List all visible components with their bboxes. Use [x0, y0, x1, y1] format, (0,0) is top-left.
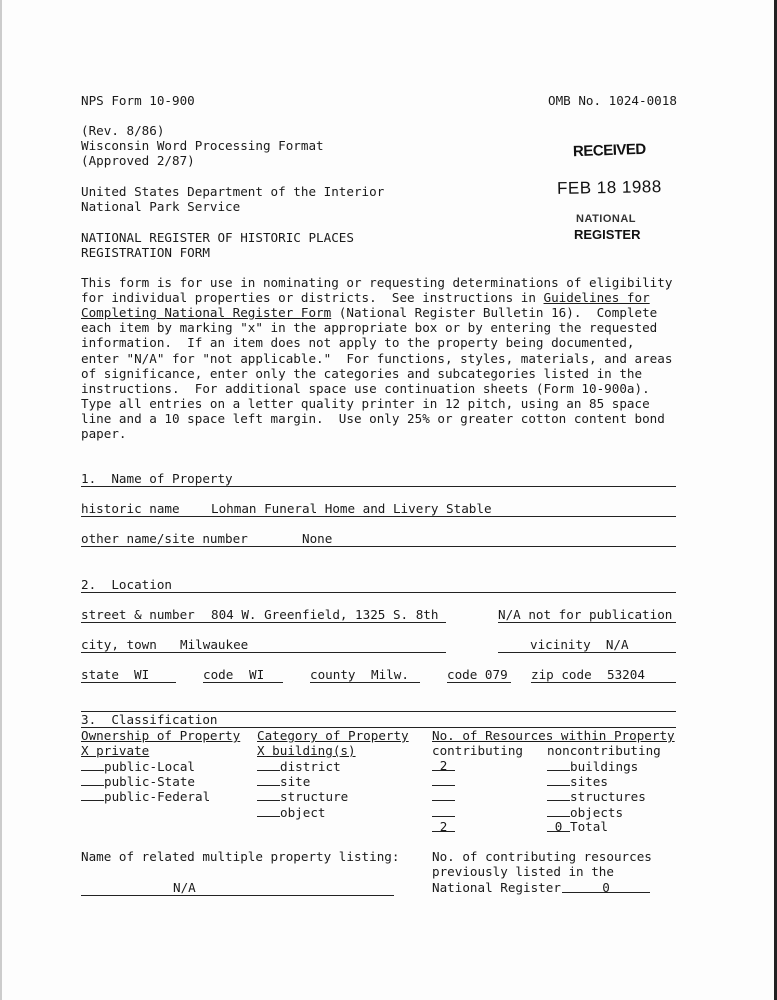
- section-2-heading: 2. Location: [81, 577, 172, 592]
- resource-total: 0 Total: [547, 819, 608, 834]
- ownership-title: Ownership of Property: [81, 728, 241, 743]
- related-listing-value: N/A: [173, 880, 196, 895]
- ownership-public-federal: public-Federal: [81, 788, 210, 804]
- instructions-line-6: enter "N/A" for "not applicable." For functions, styles, materials, and areas: [81, 351, 673, 366]
- section-1-heading: 1. Name of Property: [81, 471, 233, 486]
- other-name-label: other name/site number: [81, 531, 248, 546]
- page-left-shadow: [0, 0, 2, 1000]
- resource-buildings: buildings: [547, 758, 638, 774]
- historic-name-rule: [81, 516, 676, 517]
- instructions-line-2: for individual properties or districts. See instructions in Guidelines for: [81, 290, 650, 305]
- guidelines-reference: Guidelines for: [543, 290, 650, 305]
- resource-row-buildings: 2: [432, 758, 455, 773]
- register-title: NATIONAL REGISTER OF HISTORIC PLACES: [81, 230, 354, 245]
- ownership-public-state: public-State: [81, 773, 195, 789]
- code-label: code: [203, 667, 234, 682]
- street-rule: [81, 622, 446, 623]
- section-2-rule: [81, 592, 676, 593]
- resource-row-total: 2: [432, 819, 455, 834]
- street-label: street & number: [81, 607, 195, 622]
- related-listing-label: Name of related multiple property listing:: [81, 849, 400, 864]
- ownership-private: X private: [81, 743, 150, 758]
- state-rule: [81, 682, 176, 683]
- instructions-line-3: Completing National Register Form (National Register Bulletin 16). Complete: [81, 305, 658, 320]
- contributing-label: contributing: [432, 743, 523, 758]
- section-3-heading: 3. Classification: [81, 712, 218, 727]
- street-value: 804 W. Greenfield, 1325 S. 8th: [211, 607, 439, 622]
- county-code-rule: [447, 682, 511, 683]
- guidelines-title: Completing National Register Form: [81, 305, 332, 320]
- code-value: WI: [249, 667, 265, 682]
- category-district: district: [257, 758, 341, 774]
- section-1-rule: [81, 486, 676, 487]
- instructions-line-4: each item by marking "x" in the appropriate box or by entering the requested: [81, 320, 658, 335]
- county-label: county: [310, 667, 356, 682]
- resources-title: No. of Resources within Property: [432, 728, 675, 743]
- city-label: city, town: [81, 637, 157, 652]
- instructions-line-9: Type all entries on a letter quality printer in 12 pitch, using an 85 space: [81, 396, 650, 411]
- form-title: REGISTRATION FORM: [81, 245, 210, 260]
- noncontributing-label: noncontributing: [547, 743, 661, 758]
- vicinity-rule: [498, 652, 676, 653]
- related-listing-rule: [81, 895, 394, 896]
- instructions-line-1: This form is for use in nominating or requesting determinations of eligibility: [81, 275, 673, 290]
- resource-objects: objects: [547, 804, 623, 820]
- city-rule: [81, 652, 446, 653]
- category-buildings: X building(s): [257, 743, 356, 758]
- instructions-line-7: of significance, enter only the categories and subcategories listed in the: [81, 366, 643, 381]
- zip-label: zip code: [531, 667, 592, 682]
- format: Wisconsin Word Processing Format: [81, 138, 324, 153]
- county-rule: [310, 682, 420, 683]
- resource-row-objects: [432, 804, 455, 820]
- state-value: WI: [134, 667, 150, 682]
- nfp-rule: [498, 622, 676, 623]
- stamp-register: REGISTER: [574, 227, 641, 242]
- stamp-date: FEB 18 1988: [556, 177, 662, 198]
- city-value: Milwaukee: [180, 637, 249, 652]
- category-site: site: [257, 773, 310, 789]
- not-for-publication: N/A not for publication: [498, 607, 673, 622]
- historic-name-value: Lohman Funeral Home and Livery Stable: [211, 501, 492, 516]
- revision: (Rev. 8/86): [81, 123, 165, 138]
- instructions-line-8: instructions. For additional space use continuation sheets (Form 10-900a).: [81, 381, 650, 396]
- resource-structures: structures: [547, 788, 646, 804]
- category-structure: structure: [257, 788, 348, 804]
- stamp-national: NATIONAL: [576, 213, 637, 225]
- category-object: object: [257, 804, 326, 820]
- instructions-line-10: line and a 10 space left margin. Use only 25% or greater cotton content bond: [81, 411, 665, 426]
- state-label: state: [81, 667, 119, 682]
- other-name-value: None: [302, 531, 333, 546]
- omb-number: OMB No. 1024-0018: [548, 93, 677, 108]
- code-rule: [203, 682, 283, 683]
- received-stamp: RECEIVED: [572, 140, 646, 161]
- prev-listed-value: 0: [562, 880, 650, 895]
- prev-listed-line-3: National Register: [432, 880, 561, 895]
- prev-listed-line-1: No. of contributing resources: [432, 849, 652, 864]
- resource-row-sites: [432, 773, 455, 789]
- prev-listed-line-2: previously listed in the: [432, 864, 614, 879]
- service: National Park Service: [81, 199, 241, 214]
- county-code: code 079: [447, 667, 508, 682]
- ownership-public-local: public-Local: [81, 758, 195, 774]
- zip-value: 53204: [607, 667, 645, 682]
- instructions-line-11: paper.: [81, 426, 127, 441]
- resource-sites: sites: [547, 773, 608, 789]
- county-value: Milw.: [371, 667, 409, 682]
- category-title: Category of Property: [257, 728, 409, 743]
- historic-name-label: historic name: [81, 501, 180, 516]
- department: United States Department of the Interior: [81, 184, 385, 199]
- other-name-rule: [81, 546, 676, 547]
- resource-row-structures: [432, 788, 455, 804]
- form-number: NPS Form 10-900: [81, 93, 195, 108]
- zip-rule: [531, 682, 676, 683]
- approved: (Approved 2/87): [81, 153, 195, 168]
- instructions-line-5: information. If an item does not apply to the property being documented,: [81, 335, 635, 350]
- vicinity: vicinity N/A: [530, 637, 629, 652]
